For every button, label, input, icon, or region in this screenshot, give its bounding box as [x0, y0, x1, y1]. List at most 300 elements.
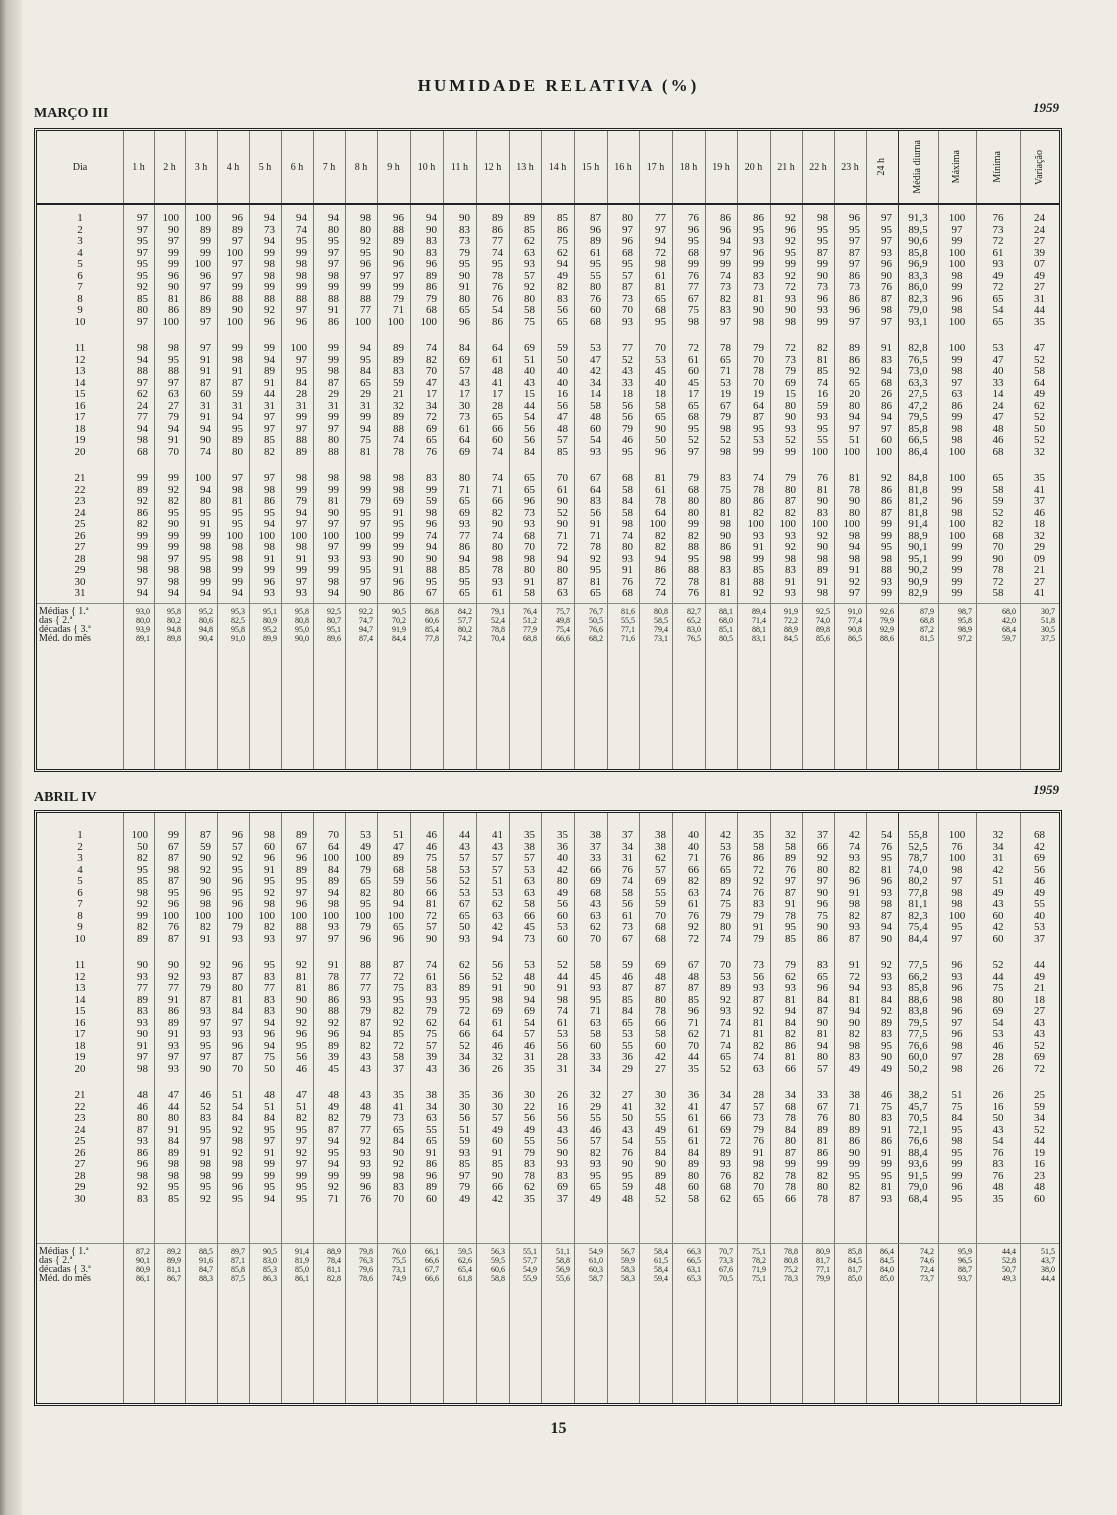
mean-cell: 87,9 [920, 607, 934, 616]
value-cell: 95 [393, 993, 404, 1006]
value-cell: 91 [753, 1146, 764, 1159]
mean-cell: 86,5 [848, 634, 862, 643]
value-cell: 69 [459, 445, 470, 458]
value-cell: 77 [360, 982, 371, 994]
value-cell: 72 [753, 863, 764, 876]
value-cell: 80 [688, 495, 699, 507]
value-cell: 59 [232, 388, 243, 400]
table-row [37, 888, 1059, 900]
value-cell: 39 [1034, 246, 1045, 259]
value-cell: 56 [557, 1135, 568, 1147]
value-cell: 16 [817, 388, 828, 400]
value-cell: 84 [232, 1005, 243, 1017]
value-cell: 76 [590, 292, 601, 305]
table-row [37, 401, 1059, 413]
value-cell: 91 [753, 541, 764, 553]
value-cell: 74 [296, 223, 307, 236]
value-cell: 98 [492, 552, 503, 565]
table-row [37, 876, 1059, 888]
day-cell: 30 [74, 1192, 86, 1205]
column-header: 11 h [450, 161, 469, 173]
mean-cell: 89,2 [167, 1246, 181, 1256]
mean-cell: 80,2 [167, 616, 181, 625]
value-cell: 82 [264, 921, 275, 933]
value-cell: 91 [881, 1146, 892, 1159]
value-cell: 83 [200, 1112, 211, 1124]
value-cell: 96 [360, 1181, 371, 1193]
value-cell: 83 [817, 959, 828, 971]
value-cell: 43 [992, 898, 1004, 910]
value-cell: 94 [720, 235, 731, 247]
value-cell: 67 [168, 840, 179, 853]
value-cell: 47 [426, 376, 437, 389]
value-cell: 97 [137, 1051, 148, 1063]
value-cell: 98 [785, 315, 796, 328]
value-cell: 87 [232, 376, 243, 389]
value-cell: 97 [849, 422, 860, 435]
value-cell: 74 [200, 445, 211, 458]
mean-cell: 59,5 [491, 1255, 505, 1265]
value-cell: 59 [817, 399, 828, 412]
value-cell: 62 [492, 898, 503, 910]
value-cell: 100 [354, 529, 371, 542]
value-cell: 36 [492, 1089, 503, 1101]
value-cell: 42 [992, 863, 1004, 876]
value-cell: 97 [168, 1051, 179, 1063]
value-cell: 91 [785, 898, 796, 910]
value-cell: 91 [200, 932, 211, 945]
value-cell: 94 [328, 212, 339, 224]
mean-cell: 75,2 [784, 1264, 798, 1274]
value-cell: 93 [849, 852, 860, 864]
value-cell: 52 [557, 506, 568, 519]
mean-cell: 74,2 [458, 634, 472, 643]
value-cell: 89 [168, 1146, 179, 1159]
mean-cell: 95,3 [231, 607, 245, 616]
value-cell: 40 [524, 365, 535, 377]
means-row [37, 1272, 1059, 1284]
value-cell: 76 [688, 212, 699, 224]
table-row [37, 366, 1059, 378]
mean-cell: 59,4 [654, 1273, 668, 1283]
value-cell: 98 [232, 541, 243, 553]
value-cell: 74 [492, 472, 503, 484]
value-cell: 72 [849, 970, 860, 983]
column-header: 2 h [163, 161, 176, 173]
value-cell: 91 [264, 1146, 275, 1159]
value-cell: 92 [137, 898, 148, 910]
mean-cell: 90,5 [392, 607, 406, 616]
table-row [37, 225, 1059, 237]
value-cell: 45,7 [908, 1100, 928, 1113]
value-cell: 79 [720, 909, 731, 922]
mean-cell: 77,1 [621, 625, 635, 634]
value-cell: 84 [328, 863, 339, 876]
value-cell: 92 [881, 959, 892, 971]
table-row [37, 899, 1059, 911]
value-cell: 75 [264, 1051, 275, 1063]
mean-cell: 84,7 [199, 1264, 213, 1274]
value-cell: 95 [232, 422, 243, 435]
value-cell: 97 [720, 246, 731, 259]
value-cell: 73 [459, 411, 470, 423]
value-cell: 79 [426, 292, 437, 305]
value-cell: 99 [264, 1158, 275, 1170]
day-cell: 2 [77, 223, 83, 236]
table-row [37, 934, 1059, 946]
value-cell: 86 [393, 587, 404, 599]
means-label: Médias { 1.ª [39, 1245, 89, 1257]
value-cell: 40 [557, 376, 568, 389]
value-cell: 81 [817, 1135, 828, 1147]
value-cell: 92 [200, 1192, 211, 1205]
value-cell: 71 [492, 483, 503, 496]
value-cell: 59 [426, 495, 437, 507]
value-cell: 48 [524, 970, 535, 983]
value-cell: 91 [393, 564, 404, 576]
mean-cell: 88,1 [752, 625, 766, 634]
value-cell: 93 [817, 304, 828, 316]
value-cell: 84 [785, 1016, 796, 1029]
mean-cell: 98,7 [958, 607, 972, 616]
value-cell: 81 [753, 1028, 764, 1040]
value-cell: 91 [168, 1028, 179, 1040]
value-cell: 60 [557, 909, 568, 922]
value-cell: 26 [557, 1089, 568, 1101]
day-cell: 19 [74, 1051, 86, 1063]
value-cell: 80 [232, 982, 243, 994]
value-cell: 80 [785, 1135, 796, 1147]
value-cell: 33 [590, 852, 601, 864]
value-cell: 78 [753, 483, 764, 496]
value-cell: 66 [785, 1062, 796, 1075]
mean-cell: 79,8 [359, 1246, 373, 1256]
value-cell: 99 [168, 472, 179, 484]
value-cell: 70 [655, 909, 666, 922]
mean-cell: 75,1 [752, 1246, 766, 1256]
value-cell: 77 [655, 212, 666, 224]
value-cell: 54 [492, 304, 503, 316]
value-cell: 33 [992, 376, 1004, 389]
value-cell: 97 [881, 315, 892, 328]
value-cell: 35 [557, 829, 568, 841]
value-cell: 95 [360, 898, 371, 910]
value-cell: 56 [426, 875, 437, 887]
value-cell: 55 [655, 1112, 666, 1124]
column-header: 5 h [258, 161, 272, 173]
day-cell: 31 [74, 587, 86, 599]
value-cell: 99 [137, 909, 148, 922]
value-cell: 90 [168, 223, 179, 236]
mean-cell: 75,7 [556, 607, 570, 616]
value-cell: 32 [992, 829, 1004, 841]
value-cell: 94 [426, 212, 437, 224]
value-cell: 75 [881, 1100, 892, 1113]
value-cell: 96 [817, 292, 828, 305]
value-cell: 94 [557, 258, 568, 270]
value-cell: 95 [426, 575, 437, 588]
value-cell: 99 [951, 552, 963, 565]
value-cell: 57 [232, 840, 243, 853]
value-cell: 98 [849, 898, 860, 910]
value-cell: 96 [655, 445, 666, 458]
value-cell: 92 [393, 1016, 404, 1029]
value-cell: 94 [200, 587, 211, 599]
value-cell: 96 [622, 235, 633, 247]
value-cell: 61 [622, 909, 633, 922]
value-cell: 49 [492, 1123, 503, 1136]
value-cell: 99 [328, 483, 339, 496]
value-cell: 99 [881, 1158, 892, 1170]
value-cell: 82,3 [908, 292, 928, 305]
value-cell: 91 [200, 518, 211, 530]
value-cell: 82 [849, 1028, 860, 1040]
value-cell: 89 [785, 852, 796, 864]
value-cell: 87 [168, 932, 179, 945]
day-cell: 12 [74, 353, 86, 366]
value-cell: 95 [137, 235, 148, 247]
value-cell: 93 [360, 1146, 371, 1159]
value-cell: 94 [557, 552, 568, 565]
mean-cell: 66,6 [556, 634, 570, 643]
value-cell: 92 [881, 472, 892, 484]
value-cell: 83 [426, 982, 437, 994]
value-cell: 99 [951, 564, 963, 576]
value-cell: 44 [557, 970, 568, 983]
value-cell: 56 [524, 1112, 535, 1124]
value-cell: 52 [1034, 1039, 1045, 1052]
value-cell: 99 [296, 564, 307, 576]
value-cell: 76 [426, 445, 437, 458]
value-cell: 91,3 [908, 212, 928, 224]
value-cell: 90 [557, 518, 568, 530]
value-cell: 95 [232, 506, 243, 519]
table-row [37, 389, 1059, 401]
day-cell: 6 [77, 269, 83, 282]
value-cell: 80 [360, 223, 371, 236]
value-cell: 87 [168, 875, 179, 887]
mean-cell: 66,1 [425, 1246, 439, 1256]
value-cell: 70 [524, 541, 535, 553]
value-cell: 57 [492, 863, 503, 876]
value-cell: 46 [622, 970, 633, 983]
value-cell: 77 [360, 1123, 371, 1136]
value-cell: 48 [655, 970, 666, 983]
value-cell: 84 [168, 1135, 179, 1147]
value-cell: 97 [849, 235, 860, 247]
value-cell: 86 [426, 281, 437, 293]
value-cell: 96 [232, 898, 243, 910]
value-cell: 70 [753, 353, 764, 366]
value-cell: 73 [459, 235, 470, 247]
mean-cell: 60,6 [491, 1264, 505, 1274]
value-cell: 91 [622, 564, 633, 576]
value-cell: 80 [849, 1112, 860, 1124]
value-cell: 100 [258, 529, 275, 542]
mean-cell: 78,4 [327, 1255, 341, 1265]
value-cell: 73 [622, 292, 633, 305]
mean-cell: 82,7 [687, 607, 701, 616]
value-cell: 31 [622, 852, 633, 864]
value-cell: 53 [590, 342, 601, 354]
value-cell: 97 [849, 587, 860, 599]
value-cell: 34 [785, 1089, 796, 1101]
value-cell: 98 [168, 863, 179, 876]
value-cell: 72 [1034, 1062, 1045, 1075]
value-cell: 93 [264, 587, 275, 599]
column-header: 16 h [614, 161, 632, 173]
value-cell: 94 [360, 342, 371, 354]
value-cell: 81 [168, 292, 179, 305]
value-cell: 68 [655, 921, 666, 933]
value-cell: 100 [290, 529, 307, 542]
value-cell: 92 [137, 1181, 148, 1193]
value-cell: 69 [459, 353, 470, 366]
value-cell: 99 [264, 246, 275, 259]
value-cell: 89,5 [908, 223, 928, 236]
value-cell: 77 [622, 342, 633, 354]
value-cell: 67 [720, 399, 731, 412]
value-cell: 19 [720, 388, 731, 400]
value-cell: 74 [720, 932, 731, 945]
value-cell: 59 [992, 495, 1004, 507]
value-cell: 83 [426, 472, 437, 484]
value-cell: 100 [875, 445, 892, 458]
value-cell: 95 [393, 518, 404, 530]
value-cell: 60 [992, 909, 1004, 922]
table-row [37, 213, 1059, 225]
value-cell: 71 [688, 1016, 699, 1029]
value-cell: 66,2 [908, 970, 928, 983]
day-cell: 2 [77, 840, 83, 853]
table-row [37, 473, 1059, 485]
value-cell: 79 [524, 1146, 535, 1159]
value-cell: 99 [951, 235, 963, 247]
value-cell: 95 [753, 223, 764, 236]
value-cell: 72 [393, 970, 404, 983]
header-divider [37, 203, 1059, 205]
value-cell: 97 [459, 1169, 470, 1182]
mean-cell: 87,2 [920, 625, 934, 634]
value-cell: 68 [622, 587, 633, 599]
value-cell: 79 [296, 495, 307, 507]
value-cell: 86 [492, 223, 503, 236]
value-cell: 86 [817, 1146, 828, 1159]
mean-cell: 67,6 [719, 1264, 733, 1274]
value-cell: 50 [557, 353, 568, 366]
value-cell: 72 [655, 246, 666, 259]
value-cell: 40 [1034, 909, 1045, 922]
value-cell: 91 [557, 982, 568, 994]
value-cell: 84 [951, 1112, 963, 1124]
mean-cell: 55,1 [523, 1246, 537, 1256]
value-cell: 56 [459, 970, 470, 983]
value-cell: 35 [459, 1089, 470, 1101]
value-cell: 59 [393, 376, 404, 389]
value-cell: 100 [948, 315, 966, 328]
value-cell: 98 [849, 552, 860, 565]
value-cell: 99 [951, 1169, 963, 1182]
value-cell: 97 [264, 472, 275, 484]
value-cell: 99 [753, 445, 764, 458]
value-cell: 96 [817, 898, 828, 910]
mean-cell: 76,7 [589, 607, 603, 616]
value-cell: 98 [817, 212, 828, 224]
value-cell: 82 [817, 342, 828, 354]
value-cell: 99 [688, 518, 699, 530]
value-cell: 82 [137, 921, 148, 933]
mean-cell: 56,9 [556, 1264, 570, 1274]
day-cell: 10 [74, 315, 86, 328]
value-cell: 93 [264, 932, 275, 945]
value-cell: 100 [948, 246, 966, 259]
value-cell: 38 [655, 829, 666, 841]
value-cell: 97 [137, 315, 148, 328]
value-cell: 96 [951, 292, 963, 305]
value-cell: 78 [785, 1112, 796, 1124]
value-cell: 94 [264, 1039, 275, 1052]
value-cell: 92 [232, 852, 243, 864]
value-cell: 68 [688, 411, 699, 423]
value-cell: 79 [360, 863, 371, 876]
value-cell: 68,4 [908, 1192, 928, 1205]
value-cell: 81 [655, 281, 666, 293]
value-cell: 90 [393, 1146, 404, 1159]
table-abril [34, 810, 1062, 1406]
value-cell: 90 [720, 529, 731, 542]
value-cell: 69 [459, 506, 470, 519]
value-cell: 92 [817, 529, 828, 542]
value-cell: 93 [168, 1039, 179, 1052]
value-cell: 62 [426, 1016, 437, 1029]
column-header: 20 h [744, 161, 763, 173]
value-cell: 57 [655, 863, 666, 876]
value-cell: 83 [264, 970, 275, 983]
value-cell: 63 [590, 909, 601, 922]
value-cell: 97 [200, 1016, 211, 1029]
value-cell: 80 [557, 875, 568, 887]
value-cell: 76 [492, 292, 503, 305]
value-cell: 80 [524, 564, 535, 576]
value-cell: 44 [524, 399, 535, 412]
value-cell: 56 [590, 506, 601, 519]
value-cell: 98 [622, 518, 633, 530]
mean-cell: 81,7 [816, 1255, 830, 1265]
value-cell: 76 [817, 1112, 828, 1124]
value-cell: 46 [200, 1089, 211, 1101]
value-cell: 83 [426, 235, 437, 247]
value-cell: 72 [688, 342, 699, 354]
value-cell: 61 [688, 1112, 699, 1124]
value-cell: 98 [200, 1158, 211, 1170]
value-cell: 46 [622, 434, 633, 446]
value-cell: 81 [753, 1016, 764, 1029]
value-cell: 74 [753, 472, 764, 484]
value-cell: 76 [817, 472, 828, 484]
value-cell: 51 [459, 1123, 470, 1136]
value-cell: 75 [426, 852, 437, 864]
value-cell: 68 [524, 529, 535, 542]
value-cell: 72 [992, 575, 1004, 588]
value-cell: 93 [590, 1158, 601, 1170]
mean-cell: 58,5 [654, 616, 668, 625]
means-label: Méd. do mês [39, 1272, 91, 1284]
value-cell: 60 [492, 434, 503, 446]
mean-cell: 73,1 [654, 634, 668, 643]
value-cell: 86 [720, 212, 731, 224]
value-cell: 93 [817, 411, 828, 423]
value-cell: 31 [328, 399, 339, 412]
